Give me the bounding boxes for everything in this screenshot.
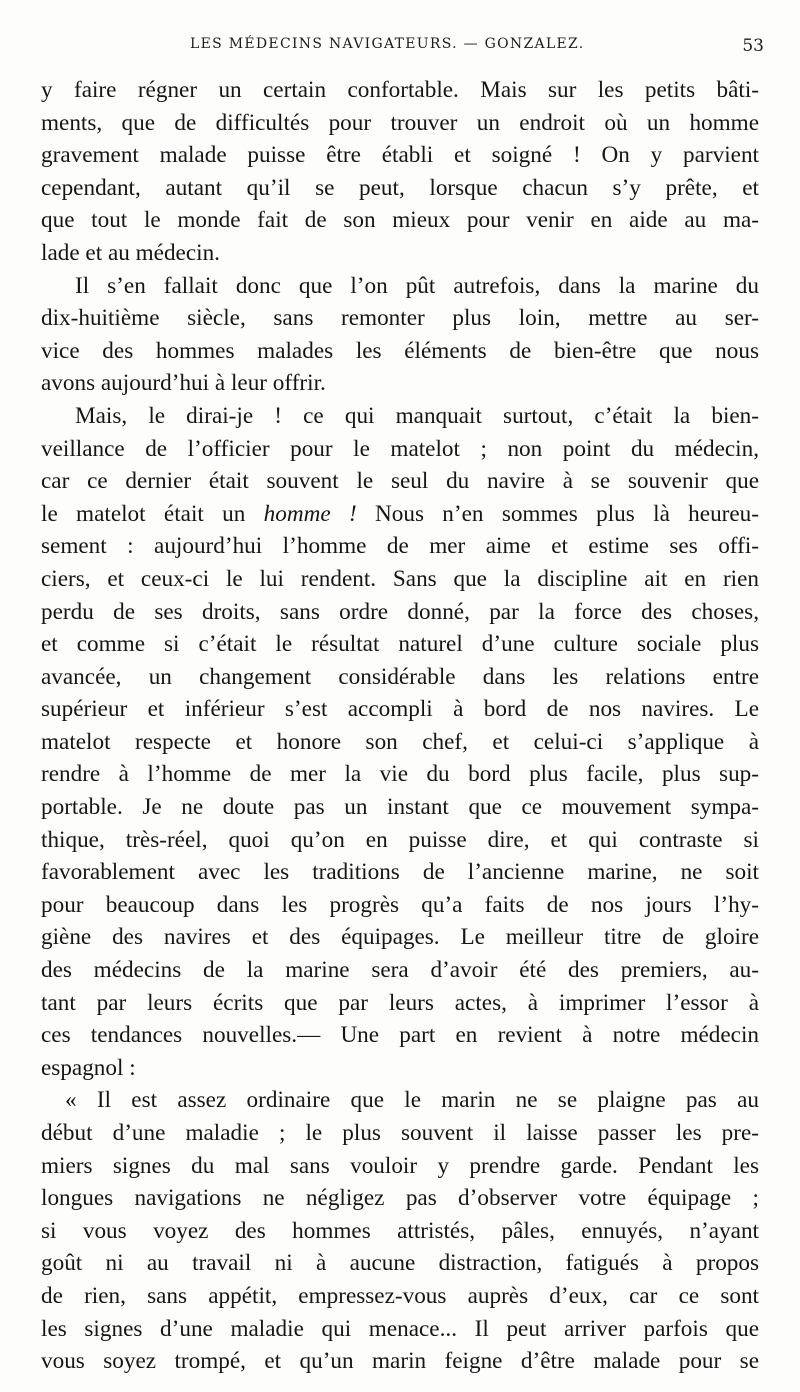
text-line <box>41 498 759 531</box>
text-line: espagnol : <box>41 1054 136 1081</box>
text-line: ciers, et ceux-ci le lui rendent. Sans que la discipline ait en rien <box>41 565 759 592</box>
text-line: des médecins de la marine sera d’avoir été des premiers, au- <box>41 957 759 984</box>
text-line: miers signes du mal sans vouloir y prendre garde. Pendant les <box>41 1152 759 1179</box>
text-segment: le matelot était un <box>41 500 264 527</box>
running-head: LES MÉDECINS NAVIGATEURS. — GONZALEZ. <box>190 36 585 52</box>
text-line: favorablement avec les traditions de l’ancienne marine, ne soit <box>41 859 759 886</box>
page-header <box>40 36 764 58</box>
text-line: veillance de l’officier pour le matelot ; non point du médecin, <box>41 435 759 462</box>
text-line: « Il est assez ordinaire que le marin ne se plaigne pas au <box>65 1087 759 1114</box>
text-line: gravement malade puisse être établi et soigné ! On y parvient <box>41 142 759 169</box>
text-line: ces tendances nouvelles.— Une part en revient à notre médecin <box>41 1022 759 1049</box>
text-line: portable. Je ne doute pas un instant que ce mouvement sympa- <box>41 794 759 821</box>
text-line: vice des hommes malades les éléments de bien-être que nous <box>41 337 759 364</box>
text-line: supérieur et inférieur s’est accompli à bord de nos navires. Le <box>41 696 759 723</box>
text-line: thique, très-réel, quoi qu’on en puisse dire, et qui contraste si <box>41 826 759 853</box>
text-line: longues navigations ne négligez pas d’observer votre équipage ; <box>41 1185 759 1212</box>
text-line: que tout le monde fait de son mieux pour venir en aide au ma- <box>41 207 759 234</box>
text-line: Mais, le dirai-je ! ce qui manquait surtout, c’était la bien- <box>75 402 759 429</box>
text-segment: Nous n’en sommes plus là heureu- <box>356 500 759 527</box>
text-line: lade et au médecin. <box>41 239 220 266</box>
text-line: car ce dernier était souvent le seul du navire à se souvenir que <box>41 468 759 495</box>
body-text <box>41 74 759 1378</box>
text-line: y faire régner un certain confortable. Mais sur les petits bâti- <box>41 77 759 103</box>
text-line: cependant, autant qu’il se peut, lorsque chacun s’y prête, et <box>41 174 759 201</box>
text-line: goût ni au travail ni à aucune distraction, fatigués à propos <box>41 1250 759 1277</box>
text-line: sement : aujourd’hui l’homme de mer aime et estime ses offi- <box>41 533 759 560</box>
text-line: ments, que de difficultés pour trouver un endroit où un homme <box>41 109 759 136</box>
text-line: dix-huitième siècle, sans remonter plus loin, mettre au ser- <box>41 305 759 332</box>
text-line: début d’une maladie ; le plus souvent il laisse passer les pre- <box>41 1120 759 1146</box>
text-line: avancée, un changement considérable dans les relations entre <box>41 663 759 690</box>
text-line: si vous voyez des hommes attristés, pâles, ennuyés, n’ayant <box>41 1217 759 1244</box>
text-line: giène des navires et des équipages. Le meilleur titre de gloire <box>41 924 759 951</box>
text-line: pour beaucoup dans les progrès qu’a faits de nos jours l’hy- <box>41 891 759 918</box>
text-line: les signes d’une maladie qui menace... Il peut arriver parfois que <box>41 1315 759 1342</box>
text-line: tant par leurs écrits que par leurs actes, à imprimer l’essor à <box>41 989 759 1016</box>
emphasized-word: homme ! <box>263 500 357 527</box>
text-line: perdu de ses droits, sans ordre donné, par la force des choses, <box>41 598 759 625</box>
text-line: vous soyez trompé, et qu’un marin feigne d’être malade pour se <box>41 1348 759 1375</box>
text-line: Il s’en fallait donc que l’on pût autrefois, dans la marine du <box>75 272 759 299</box>
page-number: 53 <box>742 36 764 56</box>
text-line: avons aujourd’hui à leur offrir. <box>41 370 326 397</box>
text-line: de rien, sans appétit, empressez-vous auprès d’eux, car ce sont <box>41 1282 759 1309</box>
text-line: rendre à l’homme de mer la vie du bord plus facile, plus sup- <box>41 761 759 788</box>
text-line: et comme si c’était le résultat naturel d’une culture sociale plus <box>41 631 759 658</box>
text-line: matelot respecte et honore son chef, et celui-ci s’applique à <box>41 728 759 755</box>
